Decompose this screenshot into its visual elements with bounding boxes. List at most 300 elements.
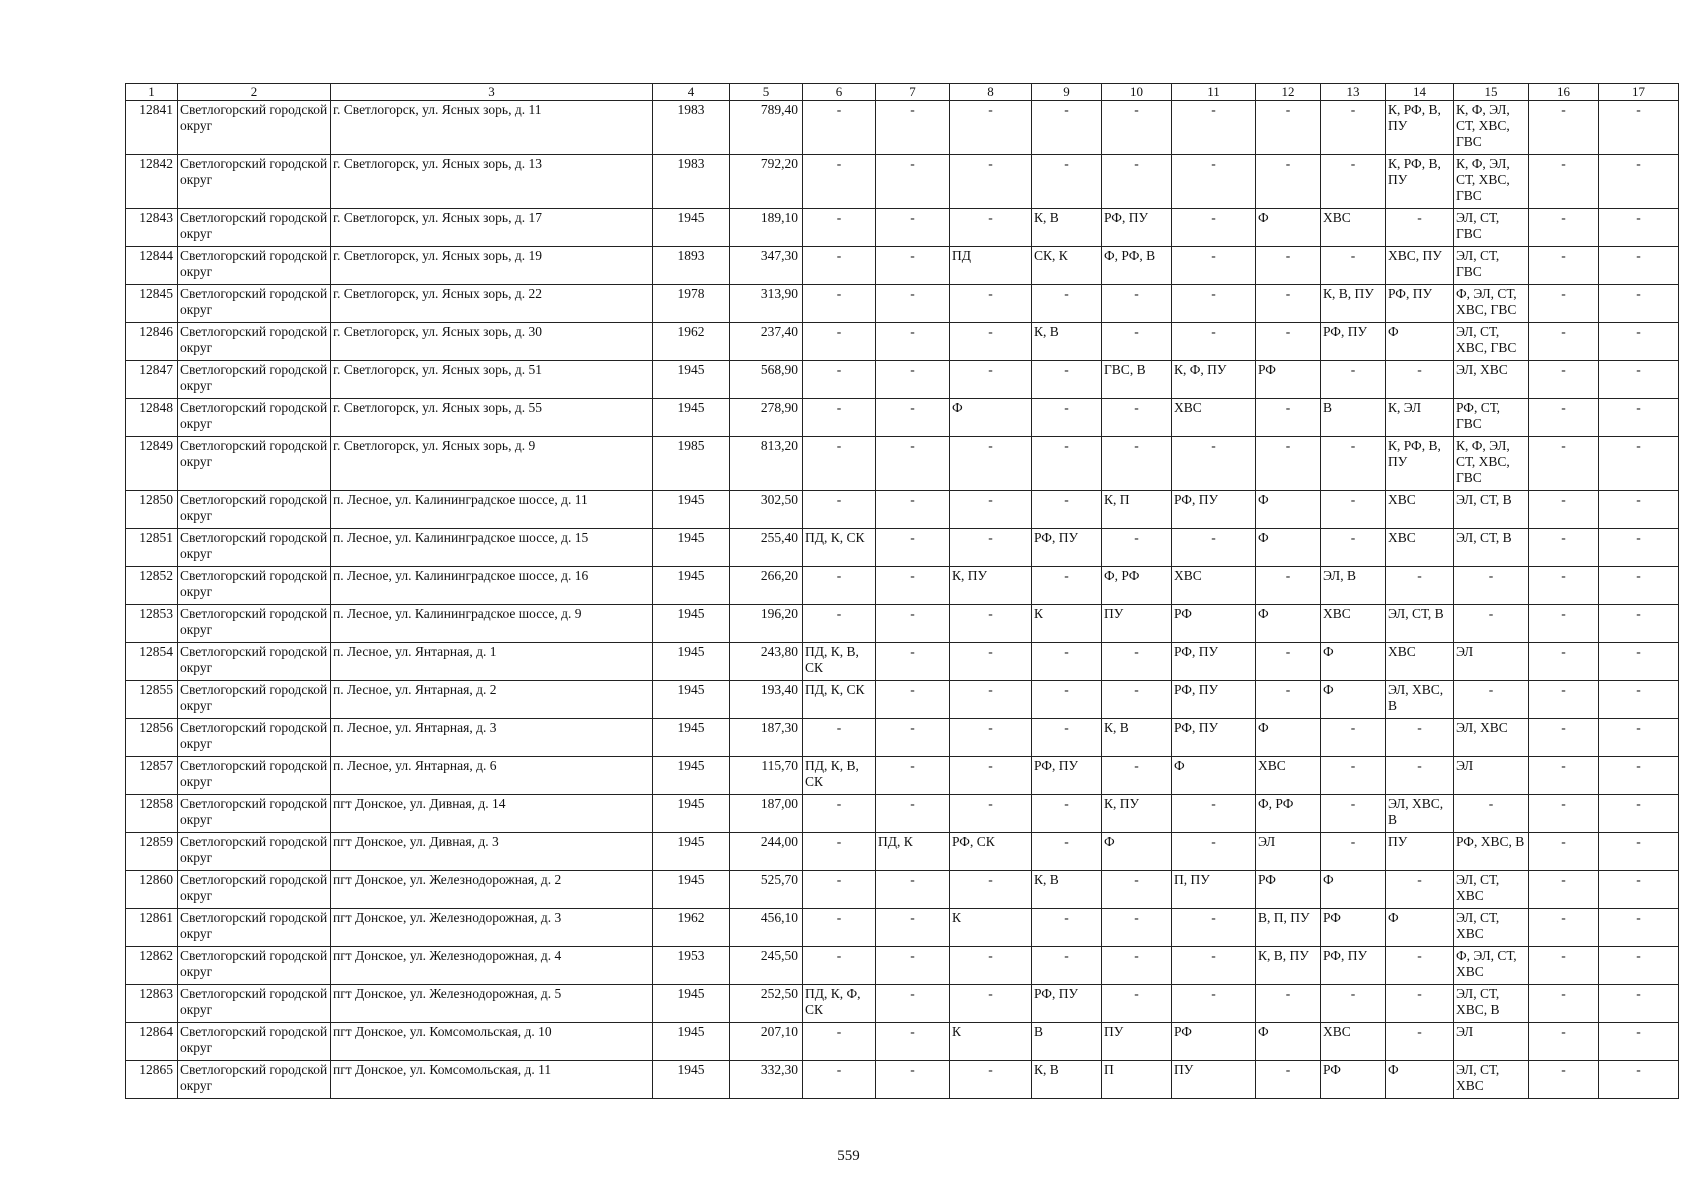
table-cell-col-16: - <box>1529 491 1599 529</box>
table-cell-col-2: Светлогорский городской округ <box>178 567 331 605</box>
table-row <box>126 529 1679 567</box>
table-cell-col-2: Светлогорский городской округ <box>178 985 331 1023</box>
table-cell-col-13: РФ, ПУ <box>1321 947 1386 985</box>
table-cell-col-15: - <box>1454 605 1529 643</box>
table-cell-col-8: - <box>950 757 1032 795</box>
table-cell-col-10: Ф, РФ <box>1102 567 1172 605</box>
table-cell-col-16: - <box>1529 285 1599 323</box>
table-cell-col-12: - <box>1256 567 1321 605</box>
table-cell-col-8: - <box>950 719 1032 757</box>
table-cell-col-9: СК, К <box>1032 247 1102 285</box>
table-cell-col-5: 313,90 <box>730 285 803 323</box>
table-cell-col-17: - <box>1599 643 1679 681</box>
table-cell-col-11: - <box>1172 529 1256 567</box>
table-cell-col-8: - <box>950 101 1032 155</box>
table-cell-col-2: Светлогорский городской округ <box>178 871 331 909</box>
table-cell-col-2: Светлогорский городской округ <box>178 643 331 681</box>
table-cell-col-4: 1945 <box>653 833 730 871</box>
table-cell-col-5: 568,90 <box>730 361 803 399</box>
table-cell-col-3: п. Лесное, ул. Янтарная, д. 1 <box>331 643 653 681</box>
table-cell-col-9: - <box>1032 155 1102 209</box>
table-cell-col-7: - <box>876 101 950 155</box>
table-cell-col-11: ПУ <box>1172 1061 1256 1099</box>
table-cell-col-5: 266,20 <box>730 567 803 605</box>
column-number-1: 1 <box>126 84 178 101</box>
table-cell-col-13: РФ <box>1321 1061 1386 1099</box>
table-cell-col-10: - <box>1102 399 1172 437</box>
table-cell-col-12: - <box>1256 101 1321 155</box>
table-cell-col-10: К, П <box>1102 491 1172 529</box>
table-cell-col-17: - <box>1599 323 1679 361</box>
table-row <box>126 437 1679 491</box>
table-cell-col-1: 12848 <box>126 399 178 437</box>
table-cell-col-1: 12857 <box>126 757 178 795</box>
table-cell-col-4: 1985 <box>653 437 730 491</box>
table-cell-col-12: - <box>1256 247 1321 285</box>
table-cell-col-13: Ф <box>1321 871 1386 909</box>
table-cell-col-10: - <box>1102 871 1172 909</box>
table-cell-col-5: 252,50 <box>730 985 803 1023</box>
table-cell-col-11: - <box>1172 285 1256 323</box>
table-cell-col-17: - <box>1599 247 1679 285</box>
table-cell-col-10: ГВС, В <box>1102 361 1172 399</box>
table-cell-col-13: - <box>1321 833 1386 871</box>
table-cell-col-4: 1945 <box>653 643 730 681</box>
table-cell-col-2: Светлогорский городской округ <box>178 605 331 643</box>
table-cell-col-15: ЭЛ, СТ, ХВС, В <box>1454 985 1529 1023</box>
table-cell-col-2: Светлогорский городской округ <box>178 399 331 437</box>
table-cell-col-2: Светлогорский городской округ <box>178 529 331 567</box>
table-cell-col-6: - <box>803 361 876 399</box>
table-cell-col-12: В, П, ПУ <box>1256 909 1321 947</box>
table-cell-col-12: Ф <box>1256 209 1321 247</box>
table-cell-col-13: К, В, ПУ <box>1321 285 1386 323</box>
table-cell-col-16: - <box>1529 1023 1599 1061</box>
table-cell-col-3: п. Лесное, ул. Калининградское шоссе, д. 16 <box>331 567 653 605</box>
table-cell-col-14: ХВС, ПУ <box>1386 247 1454 285</box>
table-cell-col-11: - <box>1172 437 1256 491</box>
table-cell-col-15: - <box>1454 795 1529 833</box>
table-cell-col-7: - <box>876 909 950 947</box>
table-cell-col-3: г. Светлогорск, ул. Ясных зорь, д. 9 <box>331 437 653 491</box>
table-cell-col-15: ЭЛ, СТ, ХВС <box>1454 871 1529 909</box>
table-cell-col-2: Светлогорский городской округ <box>178 491 331 529</box>
table-cell-col-9: К, В <box>1032 1061 1102 1099</box>
column-number-14: 14 <box>1386 84 1454 101</box>
table-cell-col-7: - <box>876 529 950 567</box>
table-cell-col-2: Светлогорский городской округ <box>178 361 331 399</box>
page-number: 559 <box>837 1148 860 1164</box>
table-cell-col-16: - <box>1529 399 1599 437</box>
table-cell-col-6: ПД, К, СК <box>803 681 876 719</box>
table-cell-col-6: - <box>803 285 876 323</box>
table-row <box>126 567 1679 605</box>
table-cell-col-8: - <box>950 323 1032 361</box>
table-cell-col-15: ЭЛ <box>1454 1023 1529 1061</box>
table-row <box>126 757 1679 795</box>
column-number-11: 11 <box>1172 84 1256 101</box>
table-cell-col-1: 12864 <box>126 1023 178 1061</box>
table-cell-col-12: РФ <box>1256 871 1321 909</box>
table-row <box>126 909 1679 947</box>
table-row <box>126 361 1679 399</box>
table-cell-col-2: Светлогорский городской округ <box>178 155 331 209</box>
table-cell-col-13: - <box>1321 529 1386 567</box>
table-cell-col-14: - <box>1386 209 1454 247</box>
table-cell-col-13: В <box>1321 399 1386 437</box>
table-cell-col-15: ЭЛ, СТ, В <box>1454 491 1529 529</box>
table-cell-col-8: - <box>950 491 1032 529</box>
table-cell-col-4: 1945 <box>653 1023 730 1061</box>
table-cell-col-2: Светлогорский городской округ <box>178 909 331 947</box>
table-cell-col-9: - <box>1032 719 1102 757</box>
table-cell-col-13: ХВС <box>1321 1023 1386 1061</box>
table-cell-col-13: РФ, ПУ <box>1321 323 1386 361</box>
table-cell-col-6: - <box>803 871 876 909</box>
table-cell-col-4: 1953 <box>653 947 730 985</box>
table-cell-col-7: - <box>876 437 950 491</box>
table-cell-col-1: 12849 <box>126 437 178 491</box>
table-cell-col-7: - <box>876 1061 950 1099</box>
table-cell-col-5: 187,30 <box>730 719 803 757</box>
table-cell-col-17: - <box>1599 399 1679 437</box>
table-cell-col-4: 1945 <box>653 529 730 567</box>
table-cell-col-7: - <box>876 605 950 643</box>
table-cell-col-3: пгт Донское, ул. Железнодорожная, д. 2 <box>331 871 653 909</box>
table-cell-col-6: ПД, К, Ф, СК <box>803 985 876 1023</box>
table-cell-col-10: - <box>1102 643 1172 681</box>
table-cell-col-16: - <box>1529 247 1599 285</box>
table-cell-col-6: ПД, К, В, СК <box>803 643 876 681</box>
column-number-16: 16 <box>1529 84 1599 101</box>
table-cell-col-4: 1945 <box>653 1061 730 1099</box>
table-cell-col-17: - <box>1599 437 1679 491</box>
table-cell-col-5: 193,40 <box>730 681 803 719</box>
table-cell-col-5: 207,10 <box>730 1023 803 1061</box>
column-number-4: 4 <box>653 84 730 101</box>
table-cell-col-5: 115,70 <box>730 757 803 795</box>
table-cell-col-10: - <box>1102 323 1172 361</box>
table-cell-col-12: К, В, ПУ <box>1256 947 1321 985</box>
column-number-2: 2 <box>178 84 331 101</box>
table-cell-col-1: 12843 <box>126 209 178 247</box>
table-cell-col-6: - <box>803 1061 876 1099</box>
table-cell-col-11: - <box>1172 209 1256 247</box>
table-cell-col-15: К, Ф, ЭЛ, СТ, ХВС, ГВС <box>1454 155 1529 209</box>
column-number-10: 10 <box>1102 84 1172 101</box>
table-cell-col-11: ХВС <box>1172 399 1256 437</box>
table-cell-col-9: - <box>1032 947 1102 985</box>
table-row <box>126 605 1679 643</box>
table-cell-col-3: п. Лесное, ул. Янтарная, д. 3 <box>331 719 653 757</box>
table-cell-col-1: 12852 <box>126 567 178 605</box>
table-cell-col-9: - <box>1032 909 1102 947</box>
table-cell-col-1: 12850 <box>126 491 178 529</box>
table-row <box>126 1023 1679 1061</box>
table-cell-col-4: 1983 <box>653 101 730 155</box>
table-cell-col-12: - <box>1256 285 1321 323</box>
table-cell-col-13: - <box>1321 757 1386 795</box>
table-cell-col-3: пгт Донское, ул. Железнодорожная, д. 5 <box>331 985 653 1023</box>
table-cell-col-17: - <box>1599 209 1679 247</box>
table-cell-col-16: - <box>1529 985 1599 1023</box>
table-cell-col-8: ПД <box>950 247 1032 285</box>
table-row <box>126 795 1679 833</box>
table-cell-col-12: Ф <box>1256 605 1321 643</box>
table-row <box>126 155 1679 209</box>
table-cell-col-1: 12862 <box>126 947 178 985</box>
table-cell-col-11: РФ, ПУ <box>1172 643 1256 681</box>
table-cell-col-17: - <box>1599 155 1679 209</box>
table-cell-col-1: 12853 <box>126 605 178 643</box>
table-cell-col-17: - <box>1599 491 1679 529</box>
table-cell-col-4: 1945 <box>653 399 730 437</box>
table-cell-col-15: ЭЛ, СТ, ХВС <box>1454 909 1529 947</box>
table-cell-col-6: - <box>803 947 876 985</box>
table-cell-col-2: Светлогорский городской округ <box>178 757 331 795</box>
table-cell-col-15: К, Ф, ЭЛ, СТ, ХВС, ГВС <box>1454 437 1529 491</box>
table-cell-col-7: - <box>876 285 950 323</box>
column-number-17: 17 <box>1599 84 1679 101</box>
table-cell-col-4: 1945 <box>653 985 730 1023</box>
table-cell-col-1: 12844 <box>126 247 178 285</box>
table-cell-col-9: - <box>1032 437 1102 491</box>
table-cell-col-10: К, ПУ <box>1102 795 1172 833</box>
table-cell-col-15: ЭЛ, СТ, ГВС <box>1454 209 1529 247</box>
table-cell-col-10: К, В <box>1102 719 1172 757</box>
table-cell-col-6: - <box>803 247 876 285</box>
table-cell-col-7: ПД, К <box>876 833 950 871</box>
table-cell-col-6: - <box>803 795 876 833</box>
table-cell-col-16: - <box>1529 833 1599 871</box>
table-cell-col-11: ХВС <box>1172 567 1256 605</box>
table-cell-col-14: ПУ <box>1386 833 1454 871</box>
table-cell-col-2: Светлогорский городской округ <box>178 285 331 323</box>
table-cell-col-12: - <box>1256 681 1321 719</box>
table-cell-col-6: - <box>803 567 876 605</box>
table-cell-col-15: ЭЛ, СТ, ГВС <box>1454 247 1529 285</box>
table-cell-col-8: - <box>950 285 1032 323</box>
table-cell-col-11: РФ, ПУ <box>1172 719 1256 757</box>
table-cell-col-12: - <box>1256 399 1321 437</box>
table-cell-col-14: Ф <box>1386 909 1454 947</box>
table-cell-col-12: - <box>1256 1061 1321 1099</box>
table-cell-col-4: 1945 <box>653 719 730 757</box>
table-row <box>126 643 1679 681</box>
table-cell-col-12: Ф <box>1256 491 1321 529</box>
table-row <box>126 1061 1679 1099</box>
table-cell-col-11: - <box>1172 101 1256 155</box>
table-row <box>126 285 1679 323</box>
table-cell-col-15: ЭЛ <box>1454 643 1529 681</box>
table-cell-col-16: - <box>1529 643 1599 681</box>
table-row <box>126 491 1679 529</box>
table-cell-col-1: 12859 <box>126 833 178 871</box>
table-cell-col-4: 1945 <box>653 209 730 247</box>
table-cell-col-16: - <box>1529 605 1599 643</box>
table-cell-col-12: Ф <box>1256 529 1321 567</box>
table-cell-col-3: пгт Донское, ул. Дивная, д. 14 <box>331 795 653 833</box>
table-cell-col-15: Ф, ЭЛ, СТ, ХВС <box>1454 947 1529 985</box>
table-cell-col-11: РФ <box>1172 1023 1256 1061</box>
table-cell-col-14: К, РФ, В, ПУ <box>1386 101 1454 155</box>
table-cell-col-12: РФ <box>1256 361 1321 399</box>
table-cell-col-1: 12847 <box>126 361 178 399</box>
column-number-15: 15 <box>1454 84 1529 101</box>
table-cell-col-3: п. Лесное, ул. Калининградское шоссе, д. 15 <box>331 529 653 567</box>
table-cell-col-17: - <box>1599 605 1679 643</box>
column-number-12: 12 <box>1256 84 1321 101</box>
table-cell-col-7: - <box>876 1023 950 1061</box>
table-cell-col-9: К <box>1032 605 1102 643</box>
table-cell-col-15: ЭЛ <box>1454 757 1529 795</box>
table-cell-col-4: 1945 <box>653 871 730 909</box>
table-cell-col-5: 792,20 <box>730 155 803 209</box>
table-cell-col-1: 12842 <box>126 155 178 209</box>
table-cell-col-17: - <box>1599 1061 1679 1099</box>
table-cell-col-7: - <box>876 757 950 795</box>
table-cell-col-11: Ф <box>1172 757 1256 795</box>
table-cell-col-15: РФ, ХВС, В <box>1454 833 1529 871</box>
table-cell-col-15: Ф, ЭЛ, СТ, ХВС, ГВС <box>1454 285 1529 323</box>
table-cell-col-14: Ф <box>1386 323 1454 361</box>
table-cell-col-2: Светлогорский городской округ <box>178 323 331 361</box>
table-row <box>126 833 1679 871</box>
table-cell-col-4: 1945 <box>653 795 730 833</box>
table-cell-col-10: - <box>1102 437 1172 491</box>
table-cell-col-14: ЭЛ, СТ, В <box>1386 605 1454 643</box>
table-cell-col-5: 789,40 <box>730 101 803 155</box>
table-cell-col-8: - <box>950 529 1032 567</box>
table-cell-col-14: - <box>1386 985 1454 1023</box>
table-cell-col-10: Ф <box>1102 833 1172 871</box>
table-cell-col-11: РФ <box>1172 605 1256 643</box>
table-cell-col-6: - <box>803 909 876 947</box>
table-cell-col-4: 1945 <box>653 605 730 643</box>
table-cell-col-8: - <box>950 871 1032 909</box>
table-cell-col-6: - <box>803 1023 876 1061</box>
table-cell-col-10: ПУ <box>1102 605 1172 643</box>
table-cell-col-1: 12855 <box>126 681 178 719</box>
table-cell-col-4: 1945 <box>653 757 730 795</box>
table-cell-col-9: - <box>1032 361 1102 399</box>
table-cell-col-13: Ф <box>1321 643 1386 681</box>
table-cell-col-9: - <box>1032 795 1102 833</box>
table-cell-col-15: - <box>1454 567 1529 605</box>
table-cell-col-9: - <box>1032 399 1102 437</box>
table-cell-col-5: 237,40 <box>730 323 803 361</box>
table-cell-col-5: 245,50 <box>730 947 803 985</box>
table-cell-col-3: пгт Донское, ул. Железнодорожная, д. 3 <box>331 909 653 947</box>
column-number-row <box>126 84 1679 101</box>
table-cell-col-16: - <box>1529 1061 1599 1099</box>
table-cell-col-6: - <box>803 323 876 361</box>
table-cell-col-9: К, В <box>1032 323 1102 361</box>
table-cell-col-14: - <box>1386 567 1454 605</box>
table-cell-col-16: - <box>1529 947 1599 985</box>
table-cell-col-8: Ф <box>950 399 1032 437</box>
table-cell-col-6: - <box>803 101 876 155</box>
table-cell-col-14: К, РФ, В, ПУ <box>1386 155 1454 209</box>
column-number-9: 9 <box>1032 84 1102 101</box>
table-cell-col-7: - <box>876 871 950 909</box>
table-cell-col-8: - <box>950 1061 1032 1099</box>
table-cell-col-1: 12860 <box>126 871 178 909</box>
table-cell-col-8: К <box>950 909 1032 947</box>
table-cell-col-11: - <box>1172 323 1256 361</box>
table-cell-col-12: - <box>1256 643 1321 681</box>
table-cell-col-3: г. Светлогорск, ул. Ясных зорь, д. 51 <box>331 361 653 399</box>
table-cell-col-7: - <box>876 247 950 285</box>
table-row <box>126 101 1679 155</box>
table-cell-col-7: - <box>876 795 950 833</box>
table-cell-col-14: - <box>1386 361 1454 399</box>
table-cell-col-13: ЭЛ, В <box>1321 567 1386 605</box>
table-cell-col-17: - <box>1599 1023 1679 1061</box>
table-cell-col-15: - <box>1454 681 1529 719</box>
table-cell-col-11: - <box>1172 795 1256 833</box>
column-number-7: 7 <box>876 84 950 101</box>
table-cell-col-3: п. Лесное, ул. Калининградское шоссе, д. 11 <box>331 491 653 529</box>
table-cell-col-10: - <box>1102 681 1172 719</box>
table-cell-col-17: - <box>1599 361 1679 399</box>
table-cell-col-9: К, В <box>1032 209 1102 247</box>
table-cell-col-15: ЭЛ, СТ, ХВС <box>1454 1061 1529 1099</box>
table-cell-col-13: - <box>1321 101 1386 155</box>
table-cell-col-12: ХВС <box>1256 757 1321 795</box>
table-cell-col-14: ЭЛ, ХВС, В <box>1386 795 1454 833</box>
table-cell-col-4: 1945 <box>653 491 730 529</box>
table-cell-col-5: 302,50 <box>730 491 803 529</box>
table-row <box>126 719 1679 757</box>
table-cell-col-1: 12865 <box>126 1061 178 1099</box>
table-cell-col-5: 347,30 <box>730 247 803 285</box>
table-cell-col-16: - <box>1529 437 1599 491</box>
table-cell-col-9: - <box>1032 567 1102 605</box>
table-cell-col-12: - <box>1256 155 1321 209</box>
table-cell-col-2: Светлогорский городской округ <box>178 101 331 155</box>
table-cell-col-13: - <box>1321 985 1386 1023</box>
table-cell-col-9: - <box>1032 285 1102 323</box>
table-cell-col-8: РФ, СК <box>950 833 1032 871</box>
table-cell-col-5: 278,90 <box>730 399 803 437</box>
table-cell-col-9: - <box>1032 681 1102 719</box>
table-cell-col-17: - <box>1599 947 1679 985</box>
table-cell-col-10: Ф, РФ, В <box>1102 247 1172 285</box>
table-cell-col-10: ПУ <box>1102 1023 1172 1061</box>
table-cell-col-7: - <box>876 643 950 681</box>
table-cell-col-5: 813,20 <box>730 437 803 491</box>
table-cell-col-8: - <box>950 209 1032 247</box>
table-cell-col-3: г. Светлогорск, ул. Ясных зорь, д. 19 <box>331 247 653 285</box>
table-cell-col-6: - <box>803 399 876 437</box>
table-cell-col-4: 1945 <box>653 681 730 719</box>
table-cell-col-4: 1945 <box>653 361 730 399</box>
table-cell-col-12: - <box>1256 437 1321 491</box>
table-cell-col-7: - <box>876 399 950 437</box>
table-cell-col-2: Светлогорский городской округ <box>178 681 331 719</box>
table-row <box>126 681 1679 719</box>
register-table <box>125 83 1679 1099</box>
table-cell-col-16: - <box>1529 719 1599 757</box>
table-cell-col-4: 1962 <box>653 909 730 947</box>
table-cell-col-16: - <box>1529 909 1599 947</box>
table-cell-col-17: - <box>1599 529 1679 567</box>
table-cell-col-6: - <box>803 719 876 757</box>
table-cell-col-3: г. Светлогорск, ул. Ясных зорь, д. 30 <box>331 323 653 361</box>
table-cell-col-2: Светлогорский городской округ <box>178 1023 331 1061</box>
table-cell-col-11: РФ, ПУ <box>1172 491 1256 529</box>
